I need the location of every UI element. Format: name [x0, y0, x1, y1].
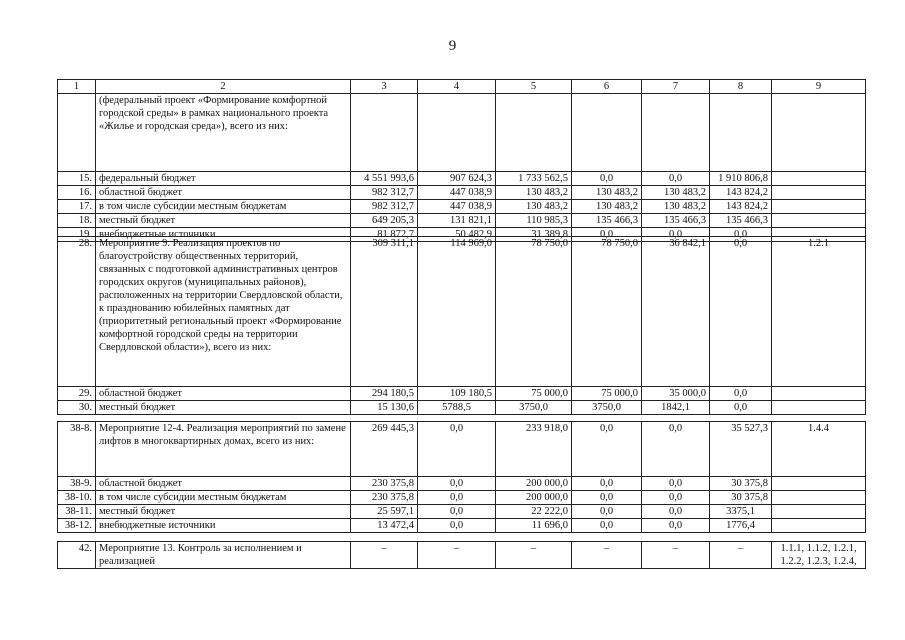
table-row — [58, 519, 866, 533]
row-name: Мероприятие 13. Контроль за исполнением и реализацией — [96, 542, 351, 569]
cell-col5: 3750,0 — [496, 401, 572, 415]
row-name: федеральный бюджет — [96, 172, 351, 186]
cell-col7: 0,0 — [642, 228, 710, 242]
cell-col3: 982 312,7 — [351, 186, 418, 200]
cell-col5: 22 222,0 — [496, 505, 572, 519]
cell-col6: 0,0 — [572, 491, 642, 505]
cell-col5: 78 750,0 — [496, 237, 572, 387]
cell-col5: 110 985,3 — [496, 214, 572, 228]
table-row — [58, 214, 866, 228]
cell-col8: 143 824,2 — [710, 200, 772, 214]
header-cell: 9 — [772, 80, 866, 94]
cell-col7: 36 842,1 — [642, 237, 710, 387]
cell-col3: 25 597,1 — [351, 505, 418, 519]
cell-col3: 230 375,8 — [351, 491, 418, 505]
cell-col9 — [772, 214, 866, 228]
cell-col8: 0,0 — [710, 387, 772, 401]
cell-col6: 0,0 — [572, 519, 642, 533]
cell-col6: 135 466,3 — [572, 214, 642, 228]
cell-col4: 447 038,9 — [418, 186, 496, 200]
table-row — [58, 542, 866, 569]
cell-col4: – — [418, 542, 496, 569]
row-code: 30. — [58, 401, 96, 415]
row-name: местный бюджет — [96, 214, 351, 228]
cell-col3: 649 205,3 — [351, 214, 418, 228]
cell-col8: 0,0 — [710, 237, 772, 387]
cell-col8: – — [710, 542, 772, 569]
row-code: 38-8. — [58, 422, 96, 477]
cell-col4: 5788,5 — [418, 401, 496, 415]
header-cell: 6 — [572, 80, 642, 94]
cell-col8: 35 527,3 — [710, 422, 772, 477]
budget-table-block-b — [57, 236, 866, 415]
cell-col7: 0,0 — [642, 477, 710, 491]
cell-col7: 0,0 — [642, 491, 710, 505]
cell-col6: 3750,0 — [572, 401, 642, 415]
cell-col9 — [772, 477, 866, 491]
cell-col9 — [772, 172, 866, 186]
cell-col9: 1.1.1, 1.1.2, 1.2.1, 1.2.2, 1.2.3, 1.2.4, — [772, 542, 866, 569]
table-row — [58, 237, 866, 387]
row-code: 16. — [58, 186, 96, 200]
cell-col9 — [772, 401, 866, 415]
row-code: 38-11. — [58, 505, 96, 519]
table-row — [58, 401, 866, 415]
cell-col5: 130 483,2 — [496, 200, 572, 214]
row-name: местный бюджет — [96, 401, 351, 415]
cell-col5: 31 389,8 — [496, 228, 572, 242]
row-code: 29. — [58, 387, 96, 401]
cell-col4: 114 969,0 — [418, 237, 496, 387]
row-code: 42. — [58, 542, 96, 569]
row-code — [58, 94, 96, 172]
cell-col5: 1 733 562,5 — [496, 172, 572, 186]
table-row — [58, 477, 866, 491]
cell-col9: 1.2.1 — [772, 237, 866, 387]
cell-col7: 1842,1 — [642, 401, 710, 415]
cell-col8: 135 466,3 — [710, 214, 772, 228]
cell-col4: 0,0 — [418, 422, 496, 477]
cell-col8: 3375,1 — [710, 505, 772, 519]
cell-col8: 143 824,2 — [710, 186, 772, 200]
cell-col7: 35 000,0 — [642, 387, 710, 401]
cell-col9 — [772, 505, 866, 519]
cell-col6: 0,0 — [572, 228, 642, 242]
cell-col6: 75 000,0 — [572, 387, 642, 401]
cell-col3: – — [351, 542, 418, 569]
cell-col6: 0,0 — [572, 477, 642, 491]
cell-col8: 30 375,8 — [710, 491, 772, 505]
cell-col3: 982 312,7 — [351, 200, 418, 214]
cell-col7: 0,0 — [642, 422, 710, 477]
cell-col5: 11 696,0 — [496, 519, 572, 533]
cell-col6: 78 750,0 — [572, 237, 642, 387]
cell-col8: 30 375,8 — [710, 477, 772, 491]
row-name: областной бюджет — [96, 186, 351, 200]
row-code: 38-10. — [58, 491, 96, 505]
cell-col3: 13 472,4 — [351, 519, 418, 533]
header-cell: 4 — [418, 80, 496, 94]
row-name: внебюджетные источники — [96, 228, 351, 242]
cell-col8: 0,0 — [710, 228, 772, 242]
table-row — [58, 422, 866, 477]
header-cell: 2 — [96, 80, 351, 94]
table-row — [58, 491, 866, 505]
row-code: 19. — [58, 228, 96, 242]
cell-col4: 0,0 — [418, 505, 496, 519]
row-name: местный бюджет — [96, 505, 351, 519]
row-name: в том числе субсидии местным бюджетам — [96, 200, 351, 214]
cell-col5: – — [496, 542, 572, 569]
table-row — [58, 94, 866, 172]
cell-col3: 269 445,3 — [351, 422, 418, 477]
cell-col5: 200 000,0 — [496, 491, 572, 505]
row-name: Мероприятие 12-4. Реализация мероприятий по замене лифтов в многоквартирных домах, всего из них: — [96, 422, 351, 477]
cell-col5: 130 483,2 — [496, 186, 572, 200]
row-code: 38-12. — [58, 519, 96, 533]
cell-col4: 109 180,5 — [418, 387, 496, 401]
row-name: внебюджетные источники — [96, 519, 351, 533]
budget-table-block-c — [57, 421, 866, 533]
cell-col4: 50 482,9 — [418, 228, 496, 242]
row-name: (федеральный проект «Формирование комфортной городской среды» в рамках национального проекта «Жилье и городская среда»), всего из них: — [96, 94, 351, 172]
cell-col3: 4 551 993,6 — [351, 172, 418, 186]
cell-col6: 0,0 — [572, 172, 642, 186]
cell-col7: 0,0 — [642, 519, 710, 533]
table-row — [58, 200, 866, 214]
cell-col7: 135 466,3 — [642, 214, 710, 228]
header-cell: 1 — [58, 80, 96, 94]
row-code: 28. — [58, 237, 96, 387]
cell-col6: 130 483,2 — [572, 186, 642, 200]
cell-col6: 130 483,2 — [572, 200, 642, 214]
cell-col3: 309 311,1 — [351, 237, 418, 387]
cell-col7: – — [642, 542, 710, 569]
cell-col7: 0,0 — [642, 505, 710, 519]
cell-col6: 0,0 — [572, 422, 642, 477]
cell-col9 — [772, 387, 866, 401]
cell-col6: – — [572, 542, 642, 569]
cell-col8: 1 910 806,8 — [710, 172, 772, 186]
row-name: в том числе субсидии местным бюджетам — [96, 491, 351, 505]
cell-col6: 0,0 — [572, 505, 642, 519]
cell-col3: 15 130,6 — [351, 401, 418, 415]
cell-col4: 0,0 — [418, 519, 496, 533]
cell-col4: 131 821,1 — [418, 214, 496, 228]
table-row — [58, 387, 866, 401]
cell-col3: 294 180,5 — [351, 387, 418, 401]
cell-col5: 200 000,0 — [496, 477, 572, 491]
row-code: 18. — [58, 214, 96, 228]
cell-col9 — [772, 186, 866, 200]
cell-col3: 230 375,8 — [351, 477, 418, 491]
row-name: областной бюджет — [96, 387, 351, 401]
cell-col5: 233 918,0 — [496, 422, 572, 477]
cell-col9 — [772, 491, 866, 505]
row-name: областной бюджет — [96, 477, 351, 491]
cell-col8: 0,0 — [710, 401, 772, 415]
table-header-row — [58, 80, 866, 94]
table-row — [58, 186, 866, 200]
cell-col7: 130 483,2 — [642, 200, 710, 214]
cell-col4: 447 038,9 — [418, 200, 496, 214]
cell-col8: 1776,4 — [710, 519, 772, 533]
cell-col3: 81 872,7 — [351, 228, 418, 242]
cell-col9 — [772, 519, 866, 533]
cell-col4: 0,0 — [418, 491, 496, 505]
header-cell: 7 — [642, 80, 710, 94]
budget-table-block-a — [57, 79, 866, 242]
cell-col7: 0,0 — [642, 172, 710, 186]
row-name: Мероприятие 9. Реализация проектов по благоустройству общественных территорий, связанных с подготовкой административных центров городских округов (муниципальных районов), расположенных на территории Свердловской области, к празднованию юбилейных памятных дат (приоритетный региональный проект «Формирование комфортной городской среды на территории Свердловской области»), всего из них: — [96, 237, 351, 387]
table-row — [58, 172, 866, 186]
cell-col9: 1.4.4 — [772, 422, 866, 477]
row-code: 17. — [58, 200, 96, 214]
cell-col5: 75 000,0 — [496, 387, 572, 401]
header-cell: 3 — [351, 80, 418, 94]
cell-col4: 0,0 — [418, 477, 496, 491]
row-code: 15. — [58, 172, 96, 186]
cell-col9 — [772, 200, 866, 214]
cell-col4: 907 624,3 — [418, 172, 496, 186]
budget-table-block-d — [57, 541, 866, 569]
table-row — [58, 505, 866, 519]
page-number: 9 — [448, 38, 457, 54]
row-code: 38-9. — [58, 477, 96, 491]
header-cell: 8 — [710, 80, 772, 94]
cell-col7: 130 483,2 — [642, 186, 710, 200]
header-cell: 5 — [496, 80, 572, 94]
